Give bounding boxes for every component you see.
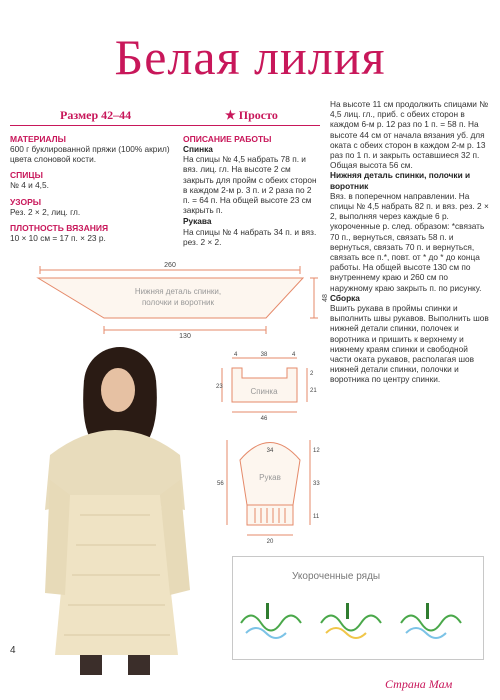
size-label: Размер 42–44 [60,108,132,122]
sleeve-dim-bottom: 20 [266,539,274,545]
back-dim-left: 23 [216,384,223,390]
description-column [183,134,318,247]
sleeve-label: Рукав [259,473,281,482]
difficulty-label: ★ Просто [225,108,278,122]
sleeve-dim-right-bottom: 11 [313,514,320,520]
lower-piece-schematic [28,258,328,343]
back-schematic [212,350,322,422]
assembly-text: Вшить рукава в проймы спинки и выполнить швы рукавов. Выполнить шов нижней детали спинки, полочек и воротника и пришить к верхнему и нижнему краям спинки и свободной части оката рукавов, располагая шов нижней детали спинки, полочки и воротника по центру спинки. [330,303,489,385]
patterns-text: Рез. 2 × 2, лиц. гл. [10,206,81,217]
needles-text: № 4 и 4,5. [10,180,49,191]
materials-column [10,134,175,243]
header-divider [10,125,320,126]
sleeve-dim-left: 56 [217,481,224,487]
back-text: На спицы № 4,5 набрать 78 п. и вяз. лиц. гл. На высоте 2 см закрыть для пройм с обеих сторон в каждом 2-м р. 3 п. и 2 раза по 2 п. = 64 п. На общей высоте 23 см закрыть п. [183,154,317,216]
materials-text: 600 г буклированной пряжи (100% акрил) цвета слоновой кости. [10,144,170,165]
lower-part-heading: Нижняя деталь спинки, полочки и воротник [330,170,471,191]
dim-top: 260 [164,262,176,269]
lower-label-line1: Нижняя деталь спинки, [134,287,222,296]
sleeve-continued-text: На высоте 11 см продолжить спицами № 4,5 лиц. гл., приб. с обеих сторон в каждом 6-м р. 12 раз по 1 п. = 58 п. На высоте 44 см от начала вязания уб. для оката с обеих сторон в каждом 2-м р. 13 раз по 1 п. и закрыть оставшиеся 32 п. Общая высота 56 см. [330,99,489,171]
instructions-column [330,99,490,385]
sleeve-schematic [215,430,325,545]
lower-part-text: Вяз. в поперечном направлении. На спицы № 4,5 набрать 82 п. и вяз. рез. 2 × 2, выполняя через каждые 6 р. укороченные р. след. образом: *связать 70 п., вернуться, связать 58 п. и вернуться, связать 70 п. и вернуться, связать все п.*, повт. от * до * до конца работы. На общей высоте 130 см по внутреннему краю и 260 см по наружному краю закрыть п. по рисунку. [330,190,489,293]
page-number: 4 [10,645,16,656]
gauge-heading: ПЛОТНОСТЬ ВЯЗАНИЯ [10,222,109,233]
back-label: Спинка [250,387,278,396]
watermark-logo: Страна Мам [385,677,453,691]
short-rows-illustration [236,593,476,653]
page-title: Белая лилия [114,29,386,85]
back-dim-right-top: 2 [310,371,314,377]
gauge-text: 10 × 10 см = 17 п. × 23 р. [10,232,106,243]
sleeve-dim-right-top: 12 [313,448,320,454]
needles-heading: СПИЦЫ [10,170,43,181]
back-dim-bottom: 46 [260,416,268,422]
sleeve-text: На спицы № 4 набрать 34 п. и вяз. рез. 2 × 2. [183,226,317,247]
materials-heading: МАТЕРИАЛЫ [10,134,66,144]
lower-label-line2: полочки и воротник [141,298,215,307]
sleeve-heading: Рукава [183,216,212,227]
patterns-heading: УЗОРЫ [10,196,42,207]
dim-side: 48 [322,294,329,302]
back-dim-top-mid: 38 [260,352,268,358]
description-heading: ОПИСАНИЕ РАБОТЫ [183,134,272,144]
short-rows-title: Укороченные ряды [292,571,381,582]
model-photo [10,345,210,675]
back-heading: Спинка [183,144,213,154]
back-dim-top-left: 4 [234,352,238,358]
dim-bottom: 130 [179,333,191,340]
assembly-heading: Сборка [330,292,360,303]
sleeve-dim-right-mid: 33 [313,481,320,487]
sleeve-dim-top: 34 [266,448,274,454]
back-dim-top-right: 4 [292,352,296,358]
back-dim-right-main: 21 [310,388,317,394]
